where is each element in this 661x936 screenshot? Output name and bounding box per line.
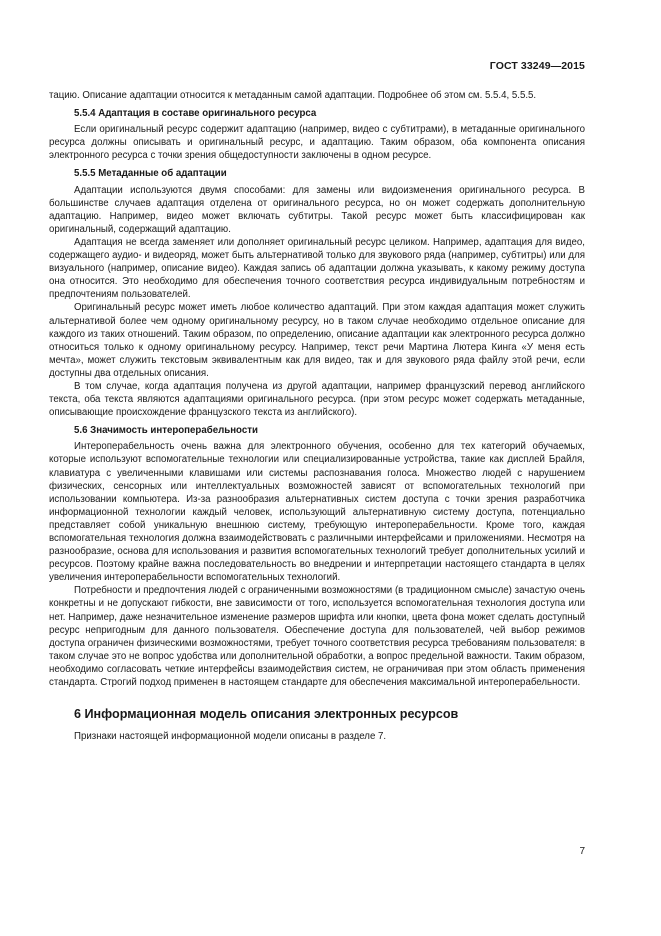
subsection-heading: 5.6 Значимость интероперабельности — [74, 425, 258, 437]
section-heading: 6 Информационная модель описания электронных ресурсов — [74, 707, 459, 722]
paragraph: Если оригинальный ресурс содержит адаптацию (например, видео с субтитрами), в метаданные оригинального ресурса должны описывать и оригинальный ресурс, и адаптацию. Таким образом, оба компонента описания электронного ресурса с точки зрения общедоступности заключены в одном ресурсе. — [49, 124, 585, 162]
paragraph: Признаки настоящей информационной модели описаны в разделе 7. — [74, 731, 387, 743]
standard-header: ГОСТ 33249—2015 — [489, 60, 585, 72]
paragraph: Адаптация не всегда заменяет или дополняет оригинальный ресурс целиком. Например, адаптация для видео, содержащего аудио- и видеоряд, может быть альтернативой только для звукового ряда (например, субтитры) или для визуального (например, описание видео). Каждая запись об адаптации должна указывать, к какому режиму доступа она относится. Это необходимо для обеспечения точного соответствия ресурса индивидуальным потребностям и предпочтениям пользователей. — [49, 236, 585, 301]
paragraph: В том случае, когда адаптация получена из другой адаптации, например французский перевод английского текста, оба текста являются адаптациями оригинального ресурса. (при этом ресурс может содержать метаданные, описывающие происхождение французского текста из английского). — [49, 380, 585, 419]
paragraph: Оригинальный ресурс может иметь любое количество адаптаций. При этом каждая адаптация может служить альтернативой более чем одному оригинальному ресурсу, но в таком случае необходимо отдельное описание для каждого из таких отношений. Таким образом, по определению, описание адаптации как электронного ресурса должно относиться только к одному оригинальному ресурсу. Например, текст речи Мартина Лютера Кинга «У меня есть мечта», может служить текстовым эквивалентным как для видео, так и для звукового ряда файлу этой речи, если доступны два отдельных описания. — [49, 302, 585, 379]
page-content — [49, 89, 585, 743]
subsection-heading: 5.5.5 Метаданные об адаптации — [74, 168, 227, 180]
paragraph: Адаптации используются двумя способами: для замены или видоизменения оригинального ресурса. В большинстве случаев адаптация отделена от оригинального ресурса, но он может содержать дополнительную адаптацию. Например, видео может включать субтитры. Такой ресурс может быть классифицирован как оригинальный, содержащий адаптацию. — [49, 184, 585, 235]
paragraph: тацию. Описание адаптации относится к метаданным самой адаптации. Подробнее об этом см. 5.5.4, 5.5.5. — [49, 90, 537, 101]
paragraph: Интероперабельность очень важна для электронного обучения, особенно для тех категорий обучаемых, которые используют вспомогательные технологии или специализированные устройства, такие как дисплей Брайля, клавиатура с увеличенными клавишами или системы распознавания голоса. Множество людей с нарушением физических, сенсорных или интеллектуальных возможностей зависят от вспомогательных технологий при использовании компьютера. Из-за разнообразия альтернативных систем доступа с точки зрения разработчика информационной технологии каждый человек, использующий альтернативную систему доступа, потенциально представляет собой уникальную внешнюю систему, требующую интероперабельности. Кроме того, каждая вспомогательная технология должна взаимодействовать с различными интерфейсами и приложениями. Несмотря на разнообразие, основа для использования и развития вспомогательных технологий требует дополнительных усилий и ресурсов. Поэтому крайне важна последовательность во внедрении и интерпретации настоящего стандарта в целях увеличения интероперабельности вспомогательных технологий. — [49, 441, 585, 584]
page-number: 7 — [579, 846, 585, 857]
subsection-heading: 5.5.4 Адаптация в составе оригинального ресурса — [74, 108, 317, 120]
paragraph: Потребности и предпочтения людей с ограниченными возможностями (в традиционном смысле) зачастую очень конкретны и не допускают гибкости, вне зависимости от того, используется вспомогательная технология доступа или нет. Например, даже незначительное изменение размеров шрифта или кнопки, цвета фона может сделать доступный ресурс непригодным для данного пользователя. Обеспечение доступа для пользователей, чей выбор режимов доступа ограничен физическими возможностями, требует точного соответствия ресурса требованиям пользователя: в таком случае это не вопрос удобства или дополнительной обработки, а вопрос предельной важности. Таким образом, необходимо согласовать четкие интерфейсы взаимодействия систем, не ограничивая при этом область применения стандарта. Строгий подход применен в настоящем стандарте для обеспечения максимальной интероперабельности. — [49, 585, 585, 689]
